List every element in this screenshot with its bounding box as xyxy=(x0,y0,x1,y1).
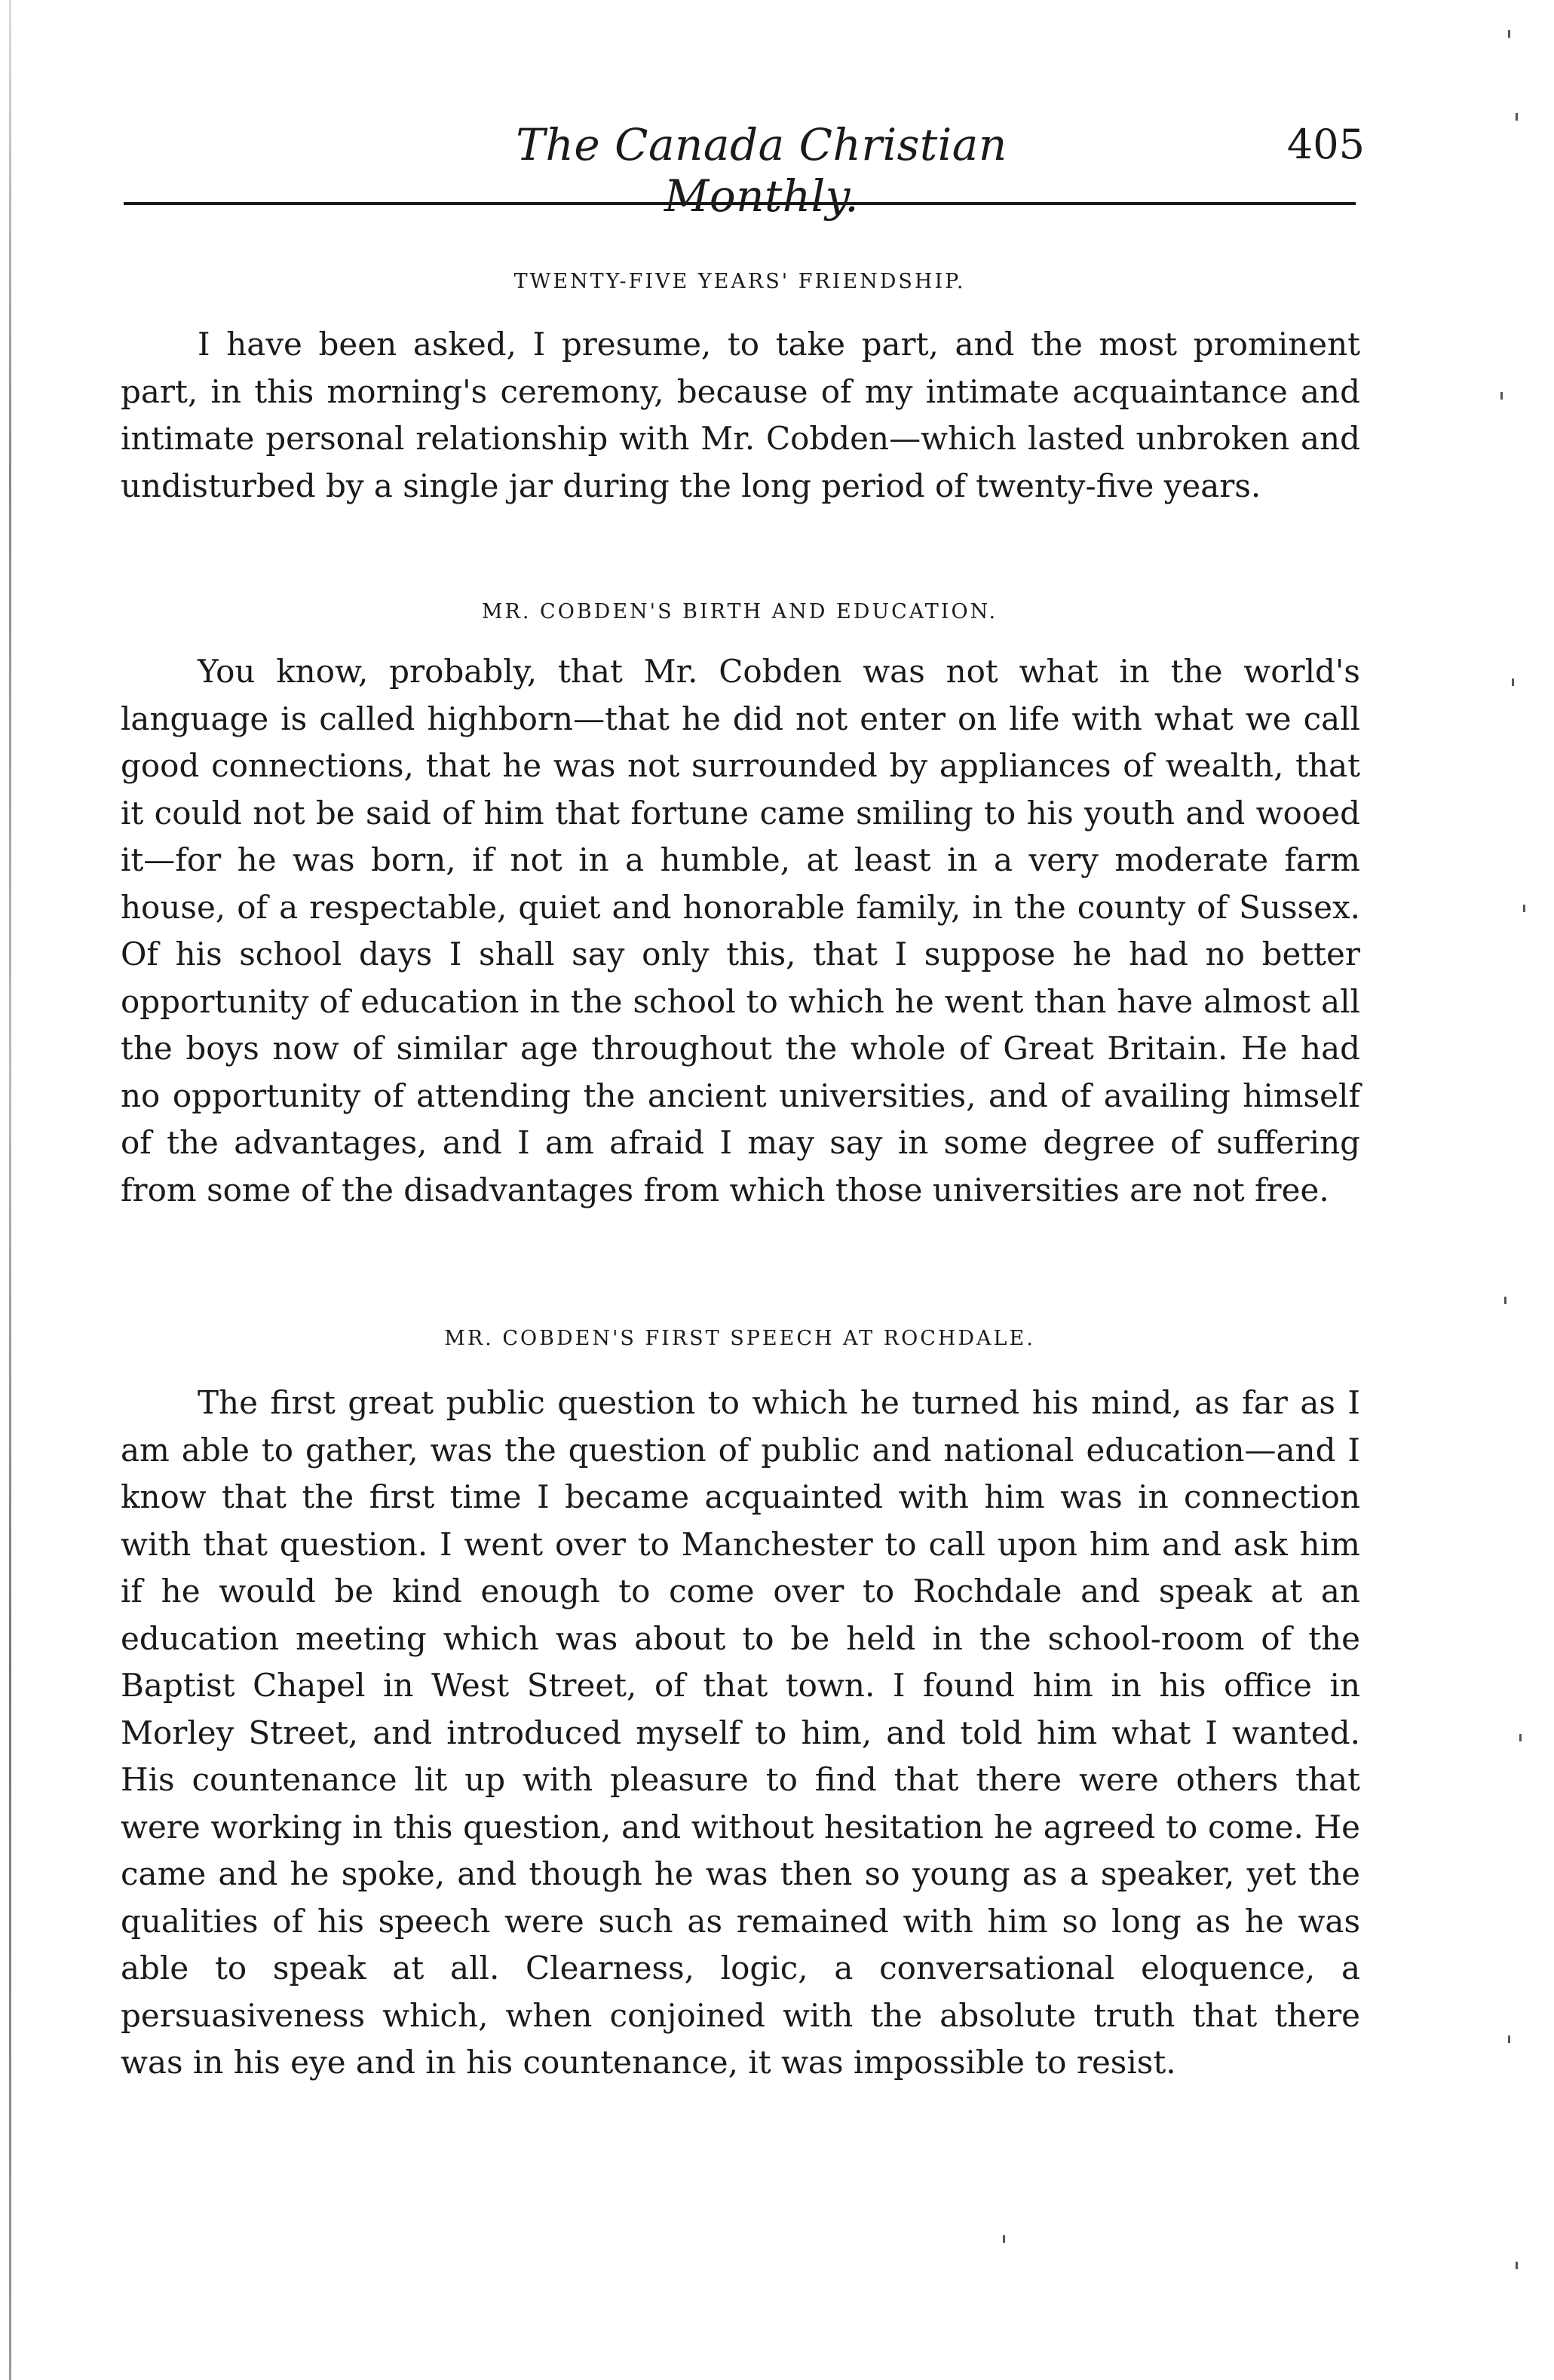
running-head-title: The Canada Christian Monthly. xyxy=(516,119,1007,222)
paragraph-first-speech: The first great public question to which he turned his mind, as far as I am able to gather, was the question of public and national education—and I know that the first time I became acquainted with him was in connection with that question. I went over to Manchester to call upon him and ask him if he would be kind enough to come over to Rochdale and speak at an education meeting which was about to be held in the school-room of the Baptist Chapel in West Street, of that town. I found him in his office in Morley Street, and introduced myself to him, and told him what I wanted. His countenance lit up with pleasure to find that there were others that were working in this question, and without hesitation he agreed to come. He came and he spoke, and though he was then so young as a speaker, yet the qualities of his speech were such as remained with him so long as he was able to speak at all. Clearness, logic, a conversational eloquence, a persuasiveness which, when conjoined with the absolute truth that there was in his eye and in his countenance, it was impossible to resist. xyxy=(121,1384,1360,2081)
page-number: 405 xyxy=(1286,121,1365,168)
section-heading-birth-education: MR. COBDEN'S BIRTH AND EDUCATION. xyxy=(481,600,998,623)
paragraph-birth-education: You know, probably, that Mr. Cobden was not what in the world's language is called highborn—that he did not enter on life with what we call good connections, that he was not surrounded by appliances of wealth, that it could not be said of him that fortune came smiling to his youth and wooed it—for he was born, if not in a humble, at least in a very moderate farm house, of a respectable, quiet and honorable family, in the county of Sussex. Of his school days I shall say only this, that I suppose he had no better opportunity of education in the school to which he went than have almost all the boys now of similar age throughout the whole of Great Britain. He had no opportunity of attending the ancient universities, and of availing himself of the advantages, and I am afraid I may say in some degree of suffering from some of the disadvantages from which those universities are not free. xyxy=(121,653,1360,1208)
scan-speck xyxy=(1516,2262,1518,2269)
scan-speck xyxy=(1504,1297,1506,1304)
scan-speck xyxy=(1508,2035,1510,2043)
paragraph-friendship: I have been asked, I presume, to take part, and the most prominent part, in this morning's ceremony, because of my intimate acquaintance and intimate personal relationship with Mr. Cobden—which lasted unbroken and undisturbed by a single jar during the long period of twenty-five years. xyxy=(121,326,1360,504)
scan-speck xyxy=(1508,30,1510,38)
section-heading-friendship: TWENTY-FIVE YEARS' FRIENDSHIP. xyxy=(513,270,966,293)
scan-speck xyxy=(1523,905,1525,912)
scan-speck xyxy=(1516,113,1518,121)
scan-speck xyxy=(1003,2235,1005,2243)
section-heading-first-speech: MR. COBDEN'S FIRST SPEECH AT ROCHDALE. xyxy=(444,1327,1035,1350)
scan-speck xyxy=(1519,1734,1522,1741)
scan-speck xyxy=(1512,678,1514,686)
scan-speck xyxy=(1500,392,1503,400)
page-edge-shadow xyxy=(9,0,11,2380)
header-rule xyxy=(124,202,1356,205)
